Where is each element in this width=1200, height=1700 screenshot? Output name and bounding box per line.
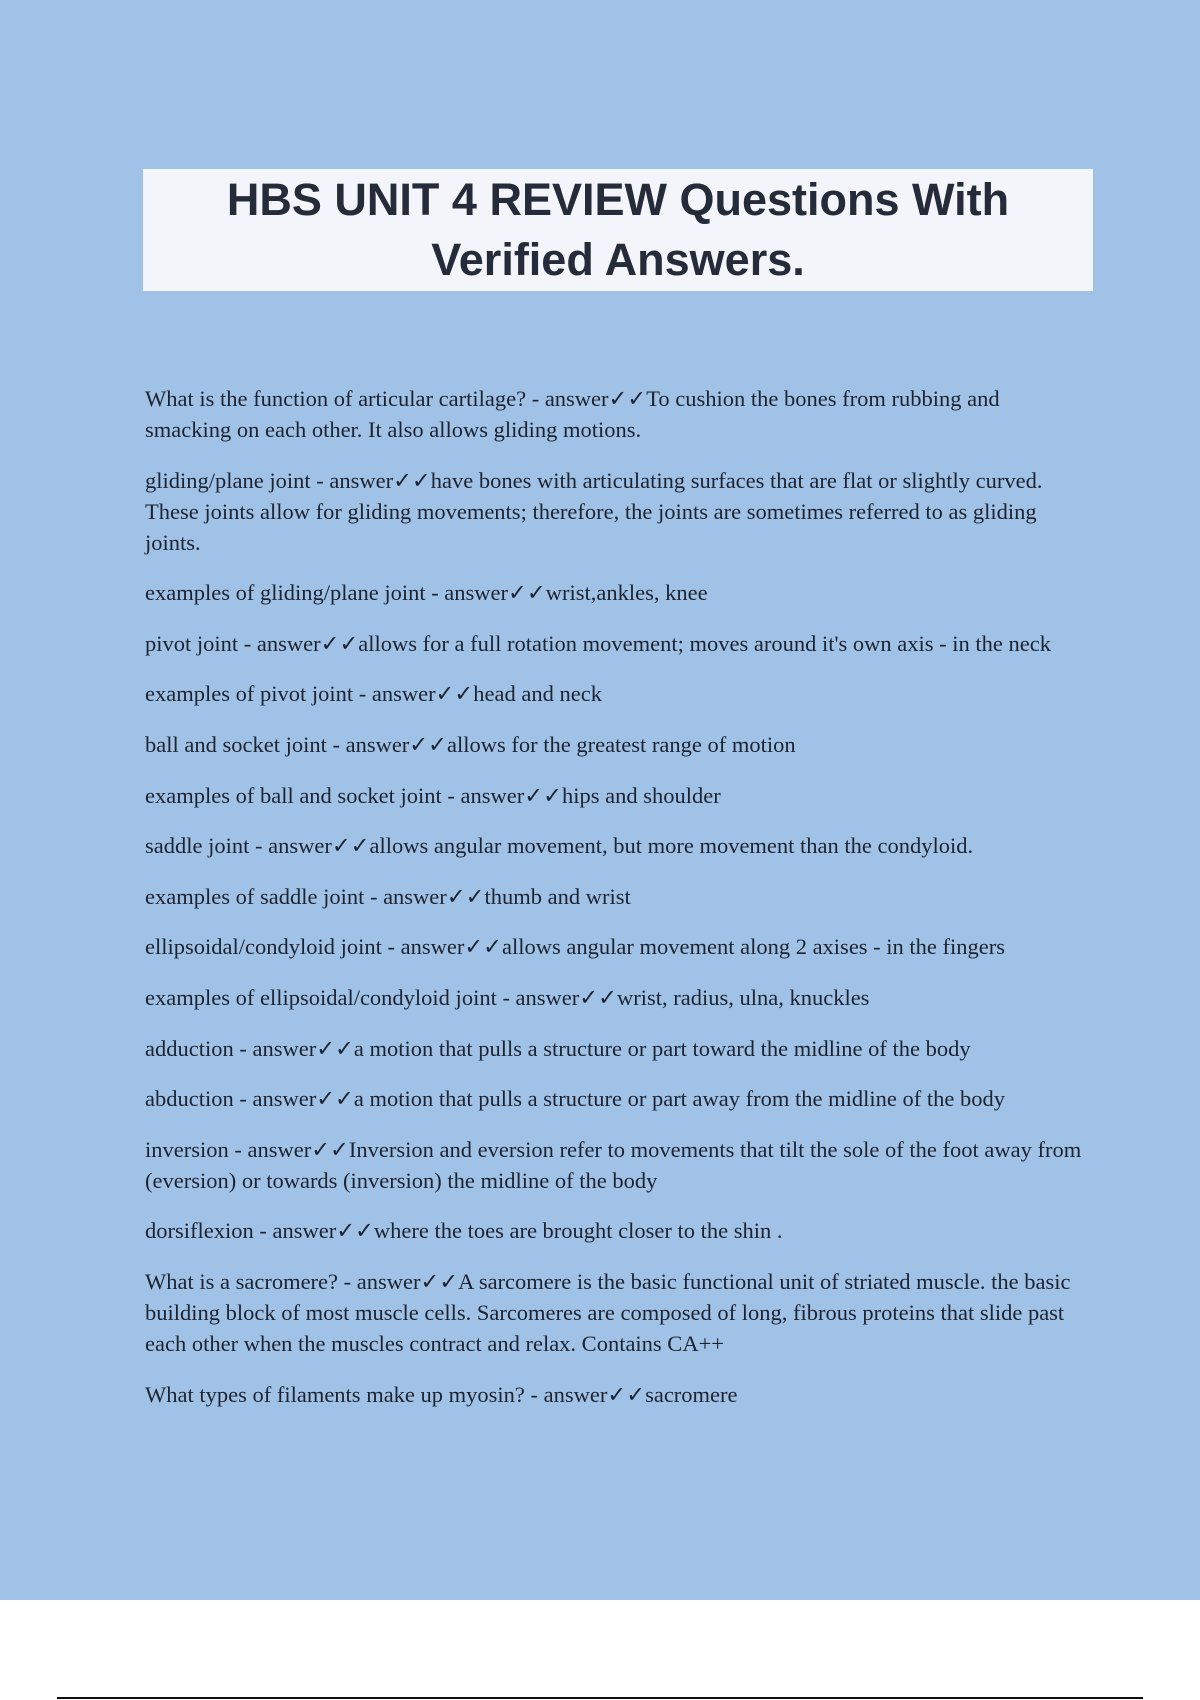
qa-item: saddle joint - answer✓✓allows angular movement, but more movement than the condyloid. <box>145 833 974 859</box>
qa-item: dorsiflexion - answer✓✓where the toes are brought closer to the shin . <box>145 1218 783 1244</box>
qa-list <box>145 383 1090 1429</box>
qa-item: examples of ellipsoidal/condyloid joint - answer✓✓wrist, radius, ulna, knuckles <box>145 984 870 1010</box>
qa-item: What is the function of articular cartilage? - answer✓✓To cushion the bones from rubbing and smacking on each other. It also allows gliding motions. <box>145 386 1000 442</box>
qa-item: examples of ball and socket joint - answer✓✓hips and shoulder <box>145 782 721 808</box>
qa-item: examples of gliding/plane joint - answer✓✓wrist,ankles, knee <box>145 580 708 606</box>
qa-item: examples of saddle joint - answer✓✓thumb and wrist <box>145 883 631 909</box>
qa-item: abduction - answer✓✓a motion that pulls a structure or part away from the midline of the body <box>145 1086 1005 1112</box>
document-title: HBS UNIT 4 REVIEW Questions With Verified Answers. <box>226 174 1010 285</box>
qa-item: ellipsoidal/condyloid joint - answer✓✓allows angular movement along 2 axises - in the fingers <box>145 934 1006 960</box>
qa-item: What is a sacromere? - answer✓✓A sarcomere is the basic functional unit of striated muscle. the basic building block of most muscle cells. Sarcomeres are composed of long, fibrous proteins that slide past each other when the muscles contract and relax. Contains CA++ <box>145 1268 1071 1356</box>
bottom-rule <box>57 1697 1143 1699</box>
qa-item: What types of filaments make up myosin? - answer✓✓sacromere <box>145 1381 738 1407</box>
qa-item: pivot joint - answer✓✓allows for a full rotation movement; moves around it's own axis - in the neck <box>145 630 1051 656</box>
qa-item: inversion - answer✓✓Inversion and eversion refer to movements that tilt the sole of the foot away from (eversion) or towards (inversion) the midline of the body <box>145 1136 1082 1193</box>
qa-item: examples of pivot joint - answer✓✓head and neck <box>145 681 602 707</box>
qa-item: gliding/plane joint - answer✓✓have bones with articulating surfaces that are flat or slightly curved. These joints allow for gliding movements; therefore, the joints are sometimes referred to as gliding joints. <box>145 467 1043 555</box>
qa-item: adduction - answer✓✓a motion that pulls a structure or part toward the midline of the body <box>145 1035 971 1061</box>
title-box <box>143 169 1093 291</box>
qa-item: ball and socket joint - answer✓✓allows for the greatest range of motion <box>145 731 796 757</box>
